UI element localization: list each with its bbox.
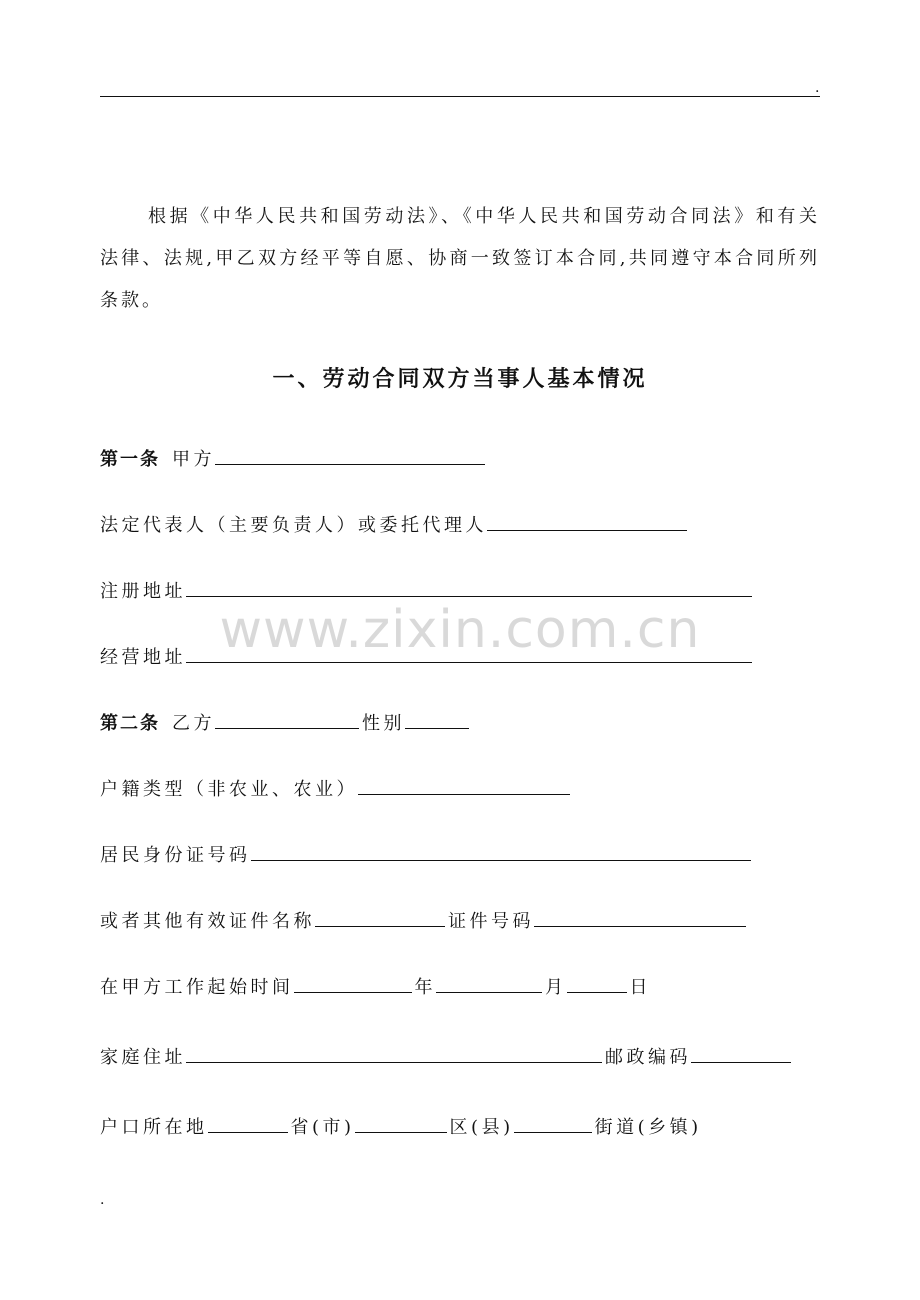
district-label: 区(县) <box>449 1117 514 1138</box>
registered-residence-label: 户口所在地 <box>100 1117 208 1138</box>
registered-residence-row <box>100 1110 702 1140</box>
party-a-label: 甲方 <box>172 449 215 470</box>
article1-label: 第一条 <box>100 449 160 470</box>
home-address-field[interactable] <box>186 1040 602 1063</box>
legal-rep-row <box>100 508 690 538</box>
article2-label: 第二条 <box>100 713 160 734</box>
id-number-field[interactable] <box>251 838 751 861</box>
start-date-label: 在甲方工作起始时间 <box>100 977 294 998</box>
header-rule <box>100 96 820 97</box>
other-doc-label: 或者其他有效证件名称 <box>100 911 315 932</box>
article2-party-b-row <box>100 706 472 736</box>
section-heading: 一、劳动合同双方当事人基本情况 <box>272 367 648 392</box>
party-a-field[interactable] <box>215 442 485 465</box>
party-b-field[interactable] <box>215 706 359 729</box>
province-label: 省(市) <box>290 1117 355 1138</box>
household-type-label: 户籍类型（非农业、农业） <box>100 779 358 800</box>
reg-address-field[interactable] <box>186 574 752 597</box>
postcode-field[interactable] <box>691 1040 791 1063</box>
day-label: 日 <box>629 977 651 998</box>
district-field[interactable] <box>355 1110 447 1133</box>
month-field[interactable] <box>436 970 542 993</box>
day-field[interactable] <box>567 970 627 993</box>
other-doc-field[interactable] <box>315 904 445 927</box>
watermark: www.zixin.com.cn <box>219 600 701 660</box>
intro-paragraph: 根据《中华人民共和国劳动法》、《中华人民共和国劳动合同法》和有关法律、法规,甲乙双方经平等自愿、协商一致签订本合同,共同遵守本合同所列条款。 <box>100 206 820 311</box>
doc-number-field[interactable] <box>534 904 746 927</box>
id-number-row <box>100 838 754 868</box>
home-address-row <box>100 1040 794 1070</box>
household-type-field[interactable] <box>358 772 570 795</box>
doc-number-label: 证件号码 <box>448 911 534 932</box>
street-field[interactable] <box>514 1110 592 1133</box>
gender-field[interactable] <box>405 706 469 729</box>
province-field[interactable] <box>208 1110 288 1133</box>
year-label: 年 <box>414 977 436 998</box>
biz-address-row <box>100 640 755 670</box>
home-address-label: 家庭住址 <box>100 1047 186 1068</box>
month-label: 月 <box>545 977 567 998</box>
article1-party-a-row <box>100 442 488 472</box>
party-b-label: 乙方 <box>172 713 215 734</box>
other-doc-row <box>100 904 749 934</box>
reg-address-label: 注册地址 <box>100 581 186 602</box>
household-type-row <box>100 772 573 802</box>
legal-rep-label: 法定代表人（主要负责人）或委托代理人 <box>100 515 487 536</box>
year-field[interactable] <box>294 970 412 993</box>
street-label: 街道(乡镇) <box>594 1117 702 1138</box>
footer-dot: . <box>100 1192 105 1208</box>
biz-address-field[interactable] <box>186 640 752 663</box>
reg-address-row <box>100 574 755 604</box>
id-number-label: 居民身份证号码 <box>100 845 251 866</box>
legal-rep-field[interactable] <box>487 508 687 531</box>
gender-label: 性别 <box>362 713 405 734</box>
biz-address-label: 经营地址 <box>100 647 186 668</box>
header-dot: . <box>815 80 820 96</box>
postcode-label: 邮政编码 <box>605 1047 691 1068</box>
start-date-row <box>100 970 651 1000</box>
